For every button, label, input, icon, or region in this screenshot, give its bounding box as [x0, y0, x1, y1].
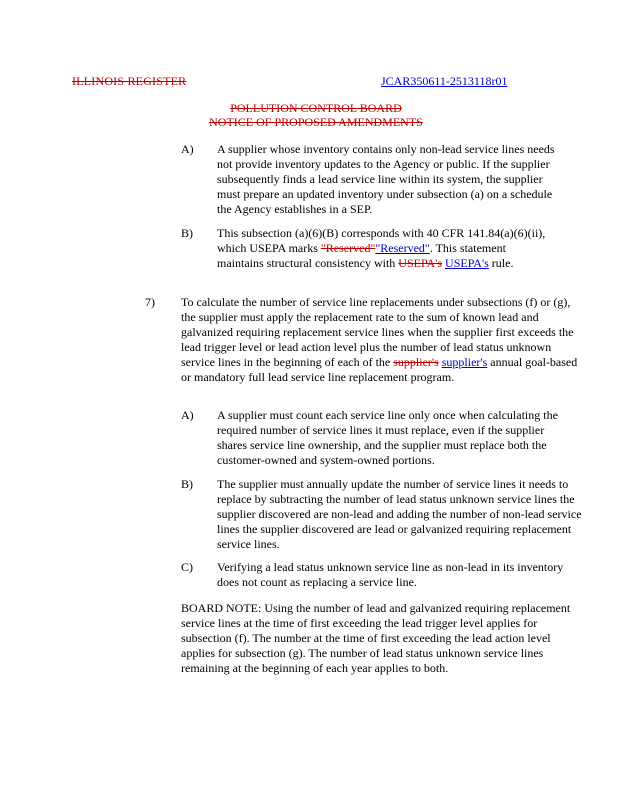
jcar-code-header: JCAR350611-2513118r01 [381, 74, 508, 88]
item-label-7: 7) [145, 295, 155, 309]
b1-text-after: rule. [488, 256, 514, 270]
item-text-7 [181, 295, 586, 385]
subsection-a1-paragraph: A supplier whose inventory contains only non-lead service lines needs not provide inventory updates to the Agency or public. If the supplier subsequently finds a lead service line within its system, the supplier must prepare an updated inventory under subsection (a) on a schedule the Agency establishes in a SEP. [217, 142, 555, 216]
item7-text-after: annual goal-based or mandatory full lead service line replacement program. [181, 355, 578, 384]
subsection-label-a1: A) [181, 142, 194, 156]
b1-deleted-word: USEPA's [398, 256, 443, 270]
notice-title: NOTICE OF PROPOSED AMENDMENTS [209, 115, 423, 129]
item-7-paragraph [181, 295, 586, 385]
b1-text-middle: . This statement maintains structural consistency with [217, 241, 506, 270]
subsection-text-b1 [217, 226, 552, 271]
subsection-a2-paragraph: A supplier must count each service line only once when calculating the required number of service lines it must replace, even if the supplier shares service line ownership, and the supplier must replace both the customer-owned and system-owned portions. [217, 408, 558, 467]
subsection-label-a2: A) [181, 408, 194, 422]
board-note-paragraph: BOARD NOTE: Using the number of lead and galvanized requiring replacement service lines at the time of first exceeding the lead trigger level applies for subsection (f). The number at the time of first exceeding the lead action level applies for subsection (g). The number of lead status unknown service lines remaining at the beginning of each year applies to both. [181, 601, 571, 675]
subsection-b2-paragraph: The supplier must annually update the number of service lines it needs to replace by subtracting the number of lead status unknown service lines the supplier discovered are non-lead and adding the number of non-lead service lines the supplier discovered are lead or galvanized requiring replacement service lines. [217, 477, 582, 551]
agency-title: POLLUTION CONTROL BOARD [230, 101, 402, 115]
register-header: ILLINOIS REGISTER [72, 74, 187, 88]
subsection-text-b2 [217, 477, 587, 552]
subsection-label-c2: C) [181, 560, 193, 574]
item7-deleted-word: supplier's [393, 355, 439, 369]
item7-text-before: To calculate the number of service line replacements under subsections (f) or (g), the supplier must apply the replacement rate to the sum of known lead and galvanized requiring replacement service lines when the supplier first exceeds the lead trigger level or lead action level plus the number of lead status unknown service lines in the beginning of each of the [181, 295, 574, 369]
subsection-text-a1 [217, 142, 557, 217]
subsection-label-b2: B) [181, 477, 193, 491]
subsection-text-c2 [217, 560, 567, 590]
subsection-b1-paragraph [217, 226, 552, 271]
b1-inserted-word: USEPA's [445, 256, 489, 270]
item7-inserted-word: supplier's [441, 355, 488, 369]
subsection-text-a2 [217, 408, 572, 468]
subsection-label-b1: B) [181, 226, 193, 240]
board-note [181, 601, 586, 676]
b1-text-before: This subsection (a)(6)(B) corresponds with 40 CFR 141.84(a)(6)(ii), which USEPA marks [217, 226, 546, 255]
b1-deleted-mark: "Reserved" [320, 241, 376, 255]
b1-inserted-mark: "Reserved" [375, 241, 430, 255]
subsection-c2-paragraph: Verifying a lead status unknown service line as non-lead in its inventory does not count as replacing a service line. [217, 560, 564, 589]
